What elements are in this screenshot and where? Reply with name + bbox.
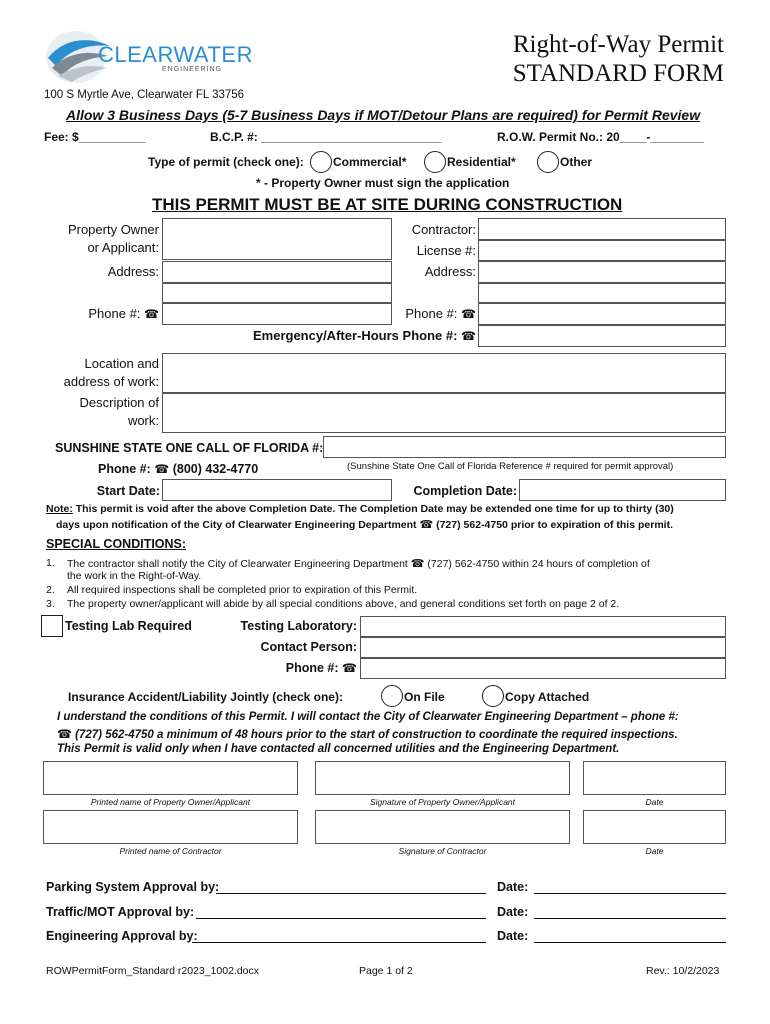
agreement-line1: I understand the conditions of this Permit. I will contact the City of Clearwater Engineering Department – phone #: <box>57 711 679 723</box>
special-condition-1 <box>67 557 650 570</box>
sunshine-label: SUNSHINE STATE ONE CALL OF FLORIDA #: <box>55 441 324 455</box>
sunshine-phone-number: (800) 432-4770 <box>172 462 259 476</box>
contractor-printed-name-caption: Printed name of Contractor <box>119 846 222 856</box>
testing-laboratory-label: Testing Laboratory: <box>240 619 357 633</box>
footer-page-number: Page 1 of 2 <box>359 965 413 977</box>
engineering-date-label: Date: <box>497 929 529 943</box>
owner-printed-name-caption: Printed name of Property Owner/Applicant <box>90 797 251 807</box>
contractor-address-label: Address: <box>424 264 476 279</box>
testing-phone-label <box>286 661 357 675</box>
contractor-signature-caption: Signature of Contractor <box>398 846 487 856</box>
insurance-label: Insurance Accident/Liability Jointly (check one): <box>68 690 343 704</box>
footer-filename: ROWPermitForm_Standard r2023_1002.docx <box>46 965 260 977</box>
work-location-line2: address of work: <box>63 374 159 389</box>
void-note-line2-text: days upon notification of the City of Clearwater Engineering Department <box>56 519 417 531</box>
fee-field[interactable]: Fee: $__________ <box>44 130 146 144</box>
contractor-name-field[interactable] <box>478 218 726 240</box>
testing-phone-text: Phone #: <box>285 661 339 675</box>
bcp-field[interactable]: B.C.P. #: ___________________________ <box>210 130 442 144</box>
telephone-icon: ☎ <box>342 661 357 675</box>
owner-address-field-1[interactable] <box>162 261 392 283</box>
permit-type-label: Type of permit (check one): <box>148 155 304 169</box>
traffic-date-line[interactable] <box>534 918 726 919</box>
parking-date-label: Date: <box>497 880 529 894</box>
owner-signature-field[interactable] <box>315 761 570 795</box>
contact-person-field[interactable] <box>360 637 726 658</box>
contractor-license-label: License #: <box>416 243 476 258</box>
special-conditions-heading: SPECIAL CONDITIONS: <box>46 537 187 551</box>
footer-revision: Rev.: 10/2/2023 <box>646 965 720 977</box>
owner-signature-footnote: * - Property Owner must sign the application <box>256 176 510 190</box>
owner-phone-text: Phone #: <box>88 306 141 321</box>
form-title <box>513 30 724 88</box>
owner-label <box>68 221 159 257</box>
permit-type-commercial-label: Commercial* <box>333 155 407 169</box>
work-location-field[interactable] <box>162 353 726 393</box>
contractor-printed-name-field[interactable] <box>43 810 298 844</box>
special-condition-num-2: 2. <box>46 584 55 596</box>
parking-date-line[interactable] <box>534 893 726 894</box>
special-condition-num-1: 1. <box>46 557 55 569</box>
void-note-line1: This permit is void after the above Completion Date. The Completion Date may be extended one time for up to thirty (30) <box>72 503 674 515</box>
permit-type-commercial-radio[interactable] <box>310 151 332 173</box>
completion-date-label: Completion Date: <box>413 484 517 498</box>
special-condition-num-3: 3. <box>46 598 55 610</box>
owner-printed-name-field[interactable] <box>43 761 298 795</box>
permit-type-other-label: Other <box>560 155 593 169</box>
owner-phone-field[interactable] <box>162 303 392 325</box>
work-description-line1: Description of <box>79 395 159 410</box>
contractor-label: Contractor: <box>411 222 476 237</box>
void-note-line2-phone: (727) 562-4750 prior to expiration of this permit. <box>436 519 673 531</box>
form-title-line2: STANDARD FORM <box>512 60 724 87</box>
work-description-field[interactable] <box>162 393 726 433</box>
telephone-icon: ☎ <box>461 307 476 321</box>
permit-type-other-radio[interactable] <box>537 151 559 173</box>
special-condition-2: All required inspections shall be completed prior to expiration of this Permit. <box>67 584 418 596</box>
parking-approval-line[interactable] <box>216 893 486 894</box>
telephone-icon: ☎ <box>154 462 170 476</box>
engineering-date-line[interactable] <box>534 942 726 943</box>
logo-subtext: ENGINEERING <box>162 66 223 73</box>
contractor-address-field-1[interactable] <box>478 261 726 283</box>
start-date-field[interactable] <box>162 479 392 501</box>
special-condition-1-line2: the work in the Right-of-Way. <box>67 570 202 582</box>
emergency-phone-field[interactable] <box>478 325 726 347</box>
owner-date-caption: Date <box>645 797 664 807</box>
contact-person-label: Contact Person: <box>260 640 357 654</box>
sunshine-phone-text: Phone #: <box>98 462 151 476</box>
owner-signature-caption: Signature of Property Owner/Applicant <box>369 797 516 807</box>
void-note-label: Note: <box>46 503 73 515</box>
special-condition-1-text: The contractor shall notify the City of Clearwater Engineering Department <box>67 558 408 570</box>
telephone-icon: ☎ <box>410 557 425 570</box>
contractor-address-field-2[interactable] <box>478 283 726 303</box>
contractor-signature-field[interactable] <box>315 810 570 844</box>
owner-address-field-2[interactable] <box>162 283 392 303</box>
work-description-line2: work: <box>127 413 159 428</box>
completion-date-field[interactable] <box>519 479 726 501</box>
engineering-approval-line[interactable] <box>192 942 486 943</box>
owner-name-field[interactable] <box>162 218 392 260</box>
testing-lab-label: Testing Lab Required <box>65 619 192 633</box>
traffic-approval-line[interactable] <box>196 918 486 919</box>
telephone-icon: ☎ <box>419 518 434 531</box>
contractor-license-field[interactable] <box>478 240 726 261</box>
parking-approval-label: Parking System Approval by: <box>46 880 220 894</box>
emergency-phone-text: Emergency/After-Hours Phone #: <box>252 328 458 343</box>
agreement-line2 <box>57 727 678 741</box>
void-note-line2 <box>56 518 673 531</box>
testing-phone-field[interactable] <box>360 658 726 679</box>
sunshine-reference-field[interactable] <box>323 436 726 458</box>
sunshine-phone-label <box>98 462 258 476</box>
contractor-date-caption: Date <box>645 846 664 856</box>
emergency-phone-label <box>253 328 476 343</box>
agreement-line3: This Permit is valid only when I have contacted all concerned utilities and the Engineering Department. <box>57 743 620 755</box>
insurance-copy-attached-label: Copy Attached <box>505 690 590 704</box>
telephone-icon: ☎ <box>461 329 476 343</box>
owner-label-line2: or Applicant: <box>87 240 159 255</box>
contractor-phone-label <box>405 306 476 321</box>
contractor-phone-text: Phone #: <box>405 306 458 321</box>
work-description-label <box>80 394 159 430</box>
owner-address-label: Address: <box>107 264 159 279</box>
logo <box>44 28 253 86</box>
work-location-line1: Location and <box>84 356 159 371</box>
review-time-notice: Allow 3 Business Days (5-7 Business Days if MOT/Detour Plans are required) for Permit Review <box>66 107 701 123</box>
traffic-date-label: Date: <box>497 905 529 919</box>
form-title-line1: Right-of-Way Permit <box>512 31 724 58</box>
contractor-date-field[interactable] <box>583 810 726 844</box>
insurance-on-file-label: On File <box>404 690 445 704</box>
traffic-approval-label: Traffic/MOT Approval by: <box>46 905 195 919</box>
insurance-on-file-radio[interactable] <box>381 685 403 707</box>
insurance-copy-attached-radio[interactable] <box>482 685 504 707</box>
telephone-icon: ☎ <box>144 307 159 321</box>
owner-label-line1: Property Owner <box>67 222 159 237</box>
start-date-label: Start Date: <box>96 484 160 498</box>
work-location-label <box>64 355 159 391</box>
testing-lab-checkbox[interactable] <box>41 615 63 637</box>
logo-text: CLEARWATER <box>98 42 253 67</box>
sunshine-note: (Sunshine State One Call of Florida Reference # required for permit approval) <box>347 461 674 472</box>
contractor-phone-field[interactable] <box>478 303 726 325</box>
engineering-approval-label: Engineering Approval by: <box>46 929 198 943</box>
owner-date-field[interactable] <box>583 761 726 795</box>
telephone-icon: ☎ <box>57 727 72 741</box>
special-condition-1-phone: (727) 562-4750 within 24 hours of completion of <box>427 558 650 570</box>
permit-type-residential-label: Residential* <box>447 155 516 169</box>
owner-phone-label <box>88 306 159 321</box>
permit-at-site-banner: THIS PERMIT MUST BE AT SITE DURING CONSTRUCTION <box>152 195 623 214</box>
department-address: 100 S Myrtle Ave, Clearwater FL 33756 <box>44 89 245 101</box>
special-condition-3: The property owner/applicant will abide by all special conditions above, and general conditions set forth on page 2 of 2. <box>67 598 620 610</box>
void-note <box>46 503 674 515</box>
permit-type-residential-radio[interactable] <box>424 151 446 173</box>
row-permit-number-field[interactable]: R.O.W. Permit No.: 20____-________ <box>497 130 704 144</box>
agreement-line2-text: (727) 562-4750 a minimum of 48 hours prior to the start of construction to coordinate the required inspections. <box>75 729 678 741</box>
testing-laboratory-field[interactable] <box>360 616 726 637</box>
